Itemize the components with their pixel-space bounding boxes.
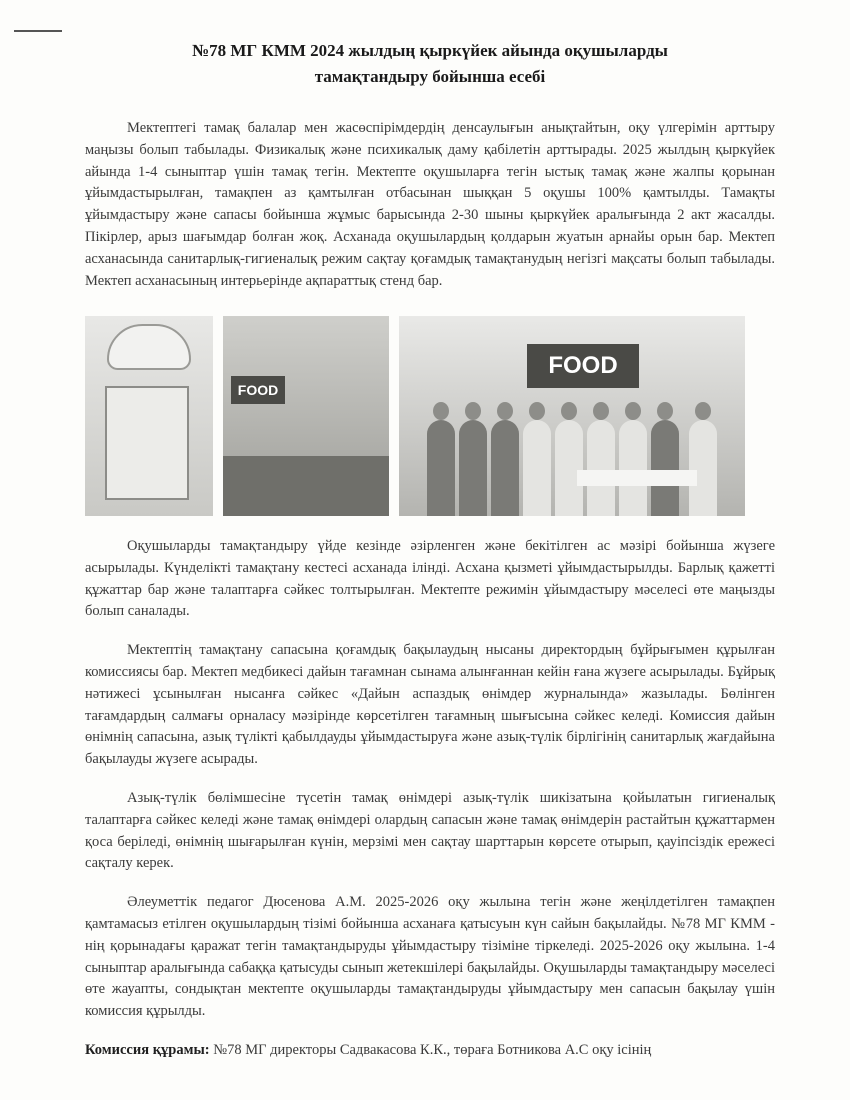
food-sign-large: FOOD bbox=[527, 344, 639, 388]
photo-staff-group bbox=[399, 316, 745, 516]
food-sign: FOOD bbox=[231, 376, 285, 404]
counter-image bbox=[223, 456, 389, 516]
commission-text: №78 МГ директоры Садвакасова К.К., төраға Ботникова А.С оқу ісінің bbox=[209, 1041, 652, 1058]
info-board-image bbox=[105, 386, 189, 500]
commission-line bbox=[85, 1040, 775, 1062]
scan-mark bbox=[14, 30, 62, 32]
commission-label: Комиссия құрамы: bbox=[85, 1041, 210, 1058]
document-body bbox=[85, 536, 775, 1079]
paragraph-1: Мектептегі тамақ балалар мен жасөспірімдердің денсаулығын анықтайтын, оқу үлгерімін арттыру маңызы болып табылады. Физикалық және психикалық даму қабілетін арттырады. 2025 жылдың қыркүйек айында 1-4 сыныптар үшін тамақ тегін. Мектепте оқушыларға тегін ыстық тамақ және жалпы қорынан ұйымдастырылған, тамақпен аз қамтылған отбасынан шыққан 5 оқушы 100% қамтылды. Тамақты ұйымдастыру және сапасы бойынша жұмыс барысында 2-30 шыны қыркүйек аралығында 2 акт жасалды. Пікірлер, арыз шағымдар болған жоқ. Асханада оқушылардың қолдарын жуатын арнайы орын бар. Мектеп асханасында санитарлық-гигиеналық режим сақтау қоғамдық тамақтанудың негізгі мақсаты болып табылады. Мектеп асханасының интерьерінде ақпараттық стенд бар. bbox=[85, 120, 775, 289]
paragraph-3: Мектептің тамақтану сапасына қоғамдық бақылаудың нысаны директордың бұйрығымен құрылған комиссиясы бар. Мектеп медбикесі дайын тағамнан сынама алынғаннан кейін ғана жүзеге асырылады. Бұйрық нәтижесі ұсынылған нысанға сәйкес «Дайын аспаздық өнімдер журналында» жазылады. Бөлінген тағамдардың салмағы орналасу мәзірінде көрсетілген тағамның шығысына сәйкес келеді. Комиссия дайын өнімнің сапасына, азық түлікті қабылдауды ұйымдастыруға және азық-түлік бірлігінің санитарлық жағдайына бақылауды жүзеге асырады. bbox=[85, 642, 775, 768]
paragraph-2: Оқушыларды тамақтандыру үйде кезінде әзірленген және бекітілген ас мәзірі бойынша жүзеге асырылады. Күнделікті тамақтану кестесі асханада ілінді. Асхана қызметі ұйымдастырылды. Барлық қажетті құжаттар бар және талаптарға сәйкес толтырылған. Мектепте режимін ұйымдастыру мәселесі өте маңызды болып саналады. bbox=[85, 538, 775, 620]
paragraph-4: Азық-түлік бөлімшесіне түсетін тамақ өнімдері азық-түлік шикізатына қойылатын гигиеналық талаптарға сәйкес келеді және тамақ өнімдері олардың сапасын және тамақ өнімдерін растайтын құжаттармен қоса беріледі, өнімнің шығарылған күнін, мерзімі мен сақтау шарттарын көрсете отырып, қауіпсіздік ережесі сақталу керек. bbox=[85, 789, 775, 872]
paragraph-5: Әлеуметтік педагог Дюсенова А.М. 2025-2026 оқу жылына тегін және жеңілдетілген тамақпен қамтамасыз етілген оқушылардың тізімі бойынша асханаға қатысуын күн сайын бақылайды. №78 МГ КММ - нің қорынадағы қаражат тегін тамақтандыруды ұйымдастыру тізіміне тіркеледі. 2025-2026 оқу жылына. 1-4 сыныптар аралығында сабаққа қатысуды сынып жетекшілері бақылайды. Оқушыларды тамақтандыру мәселесі өте жауапты, сондықтан мектепте оқушыларды тамақтандыруды ұйымдастыру мен сапасын бақылау үшін комиссия құрылды. bbox=[85, 894, 775, 1020]
title-line-1: №78 МГ КММ 2024 жылдың қыркүйек айында оқушыларды bbox=[192, 41, 668, 60]
title-line-2: тамақтандыру бойынша есебі bbox=[314, 67, 546, 86]
page-title bbox=[85, 38, 775, 90]
mask-image bbox=[107, 324, 191, 370]
photo-canteen-counter bbox=[223, 316, 389, 516]
staff-group-image bbox=[427, 406, 727, 516]
photo-wall-board bbox=[85, 316, 213, 516]
photo-strip bbox=[85, 316, 775, 516]
document-page bbox=[85, 38, 775, 1058]
